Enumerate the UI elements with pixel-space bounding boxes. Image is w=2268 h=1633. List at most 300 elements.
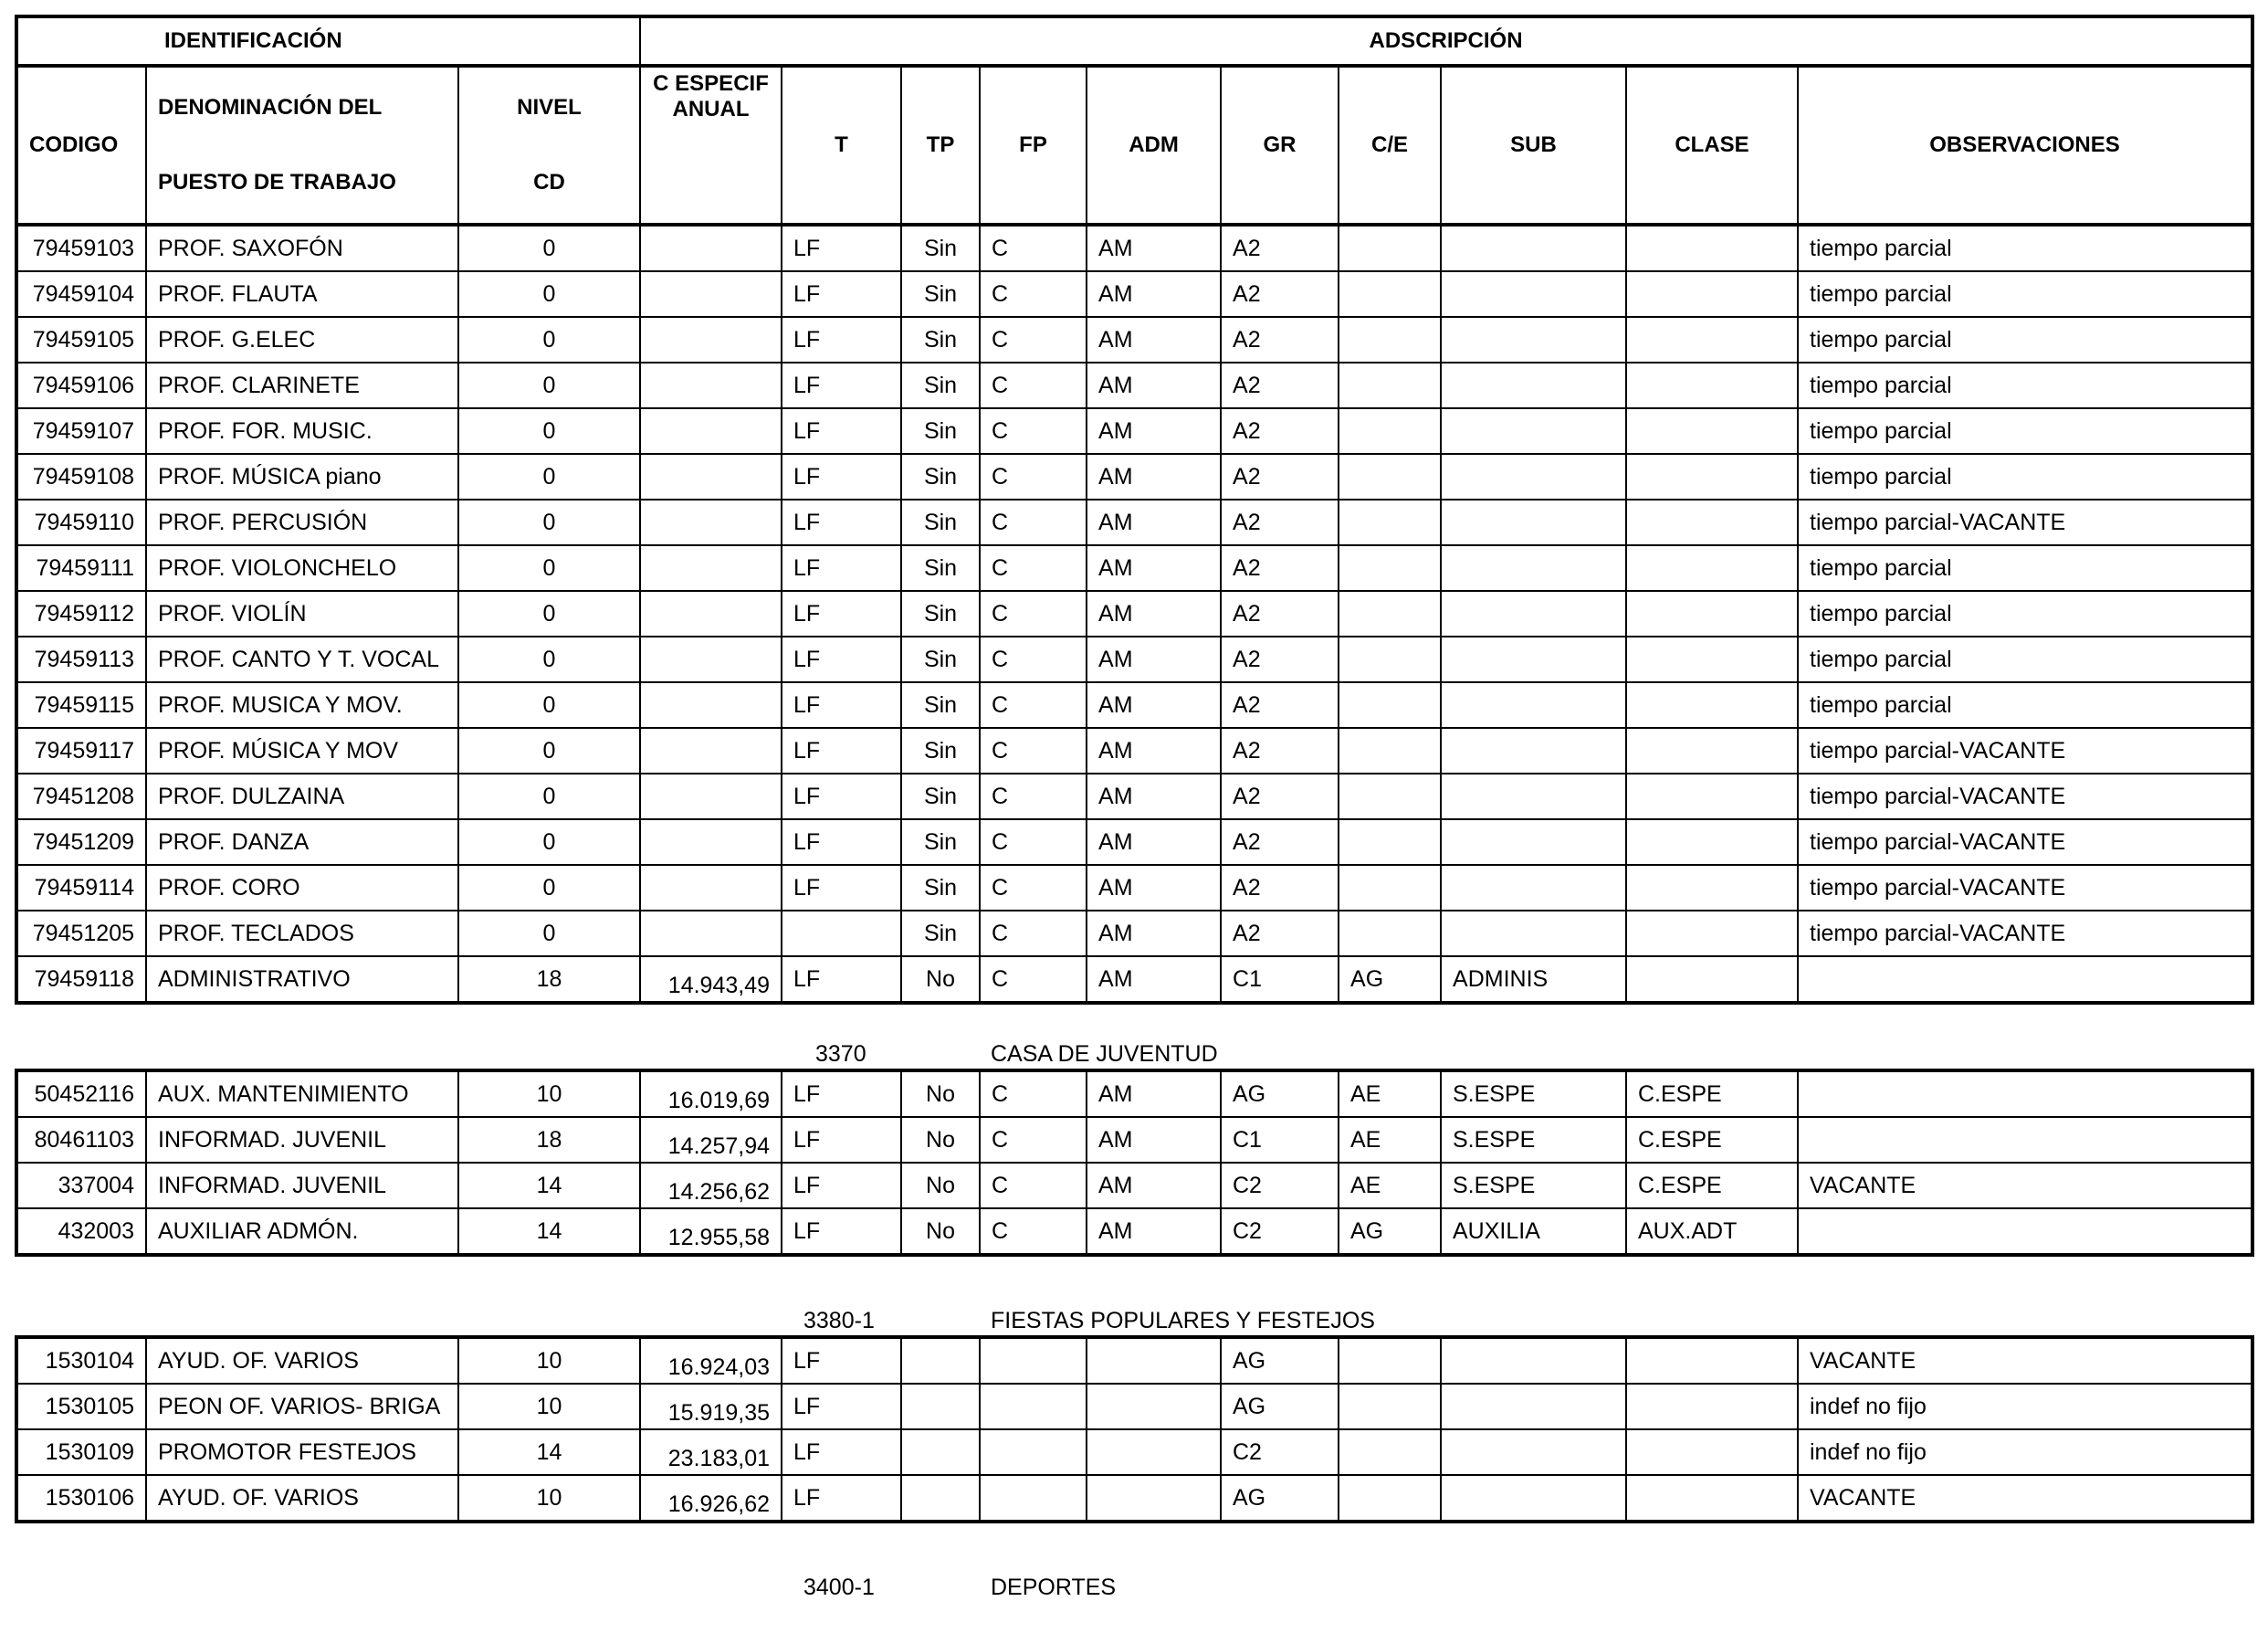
cell-nivel: 10 bbox=[458, 1475, 640, 1522]
cell-t: LF bbox=[782, 317, 901, 363]
cell-denominacion: PROF. PERCUSIÓN bbox=[146, 500, 458, 545]
cell-clase bbox=[1626, 1384, 1798, 1429]
cell-fp: C bbox=[980, 865, 1087, 911]
cell-sub bbox=[1441, 363, 1626, 408]
cell-gr: A2 bbox=[1221, 911, 1339, 956]
cell-fp: C bbox=[980, 545, 1087, 591]
cell-observaciones: tiempo parcial bbox=[1798, 271, 2252, 317]
cell-tp bbox=[901, 1475, 980, 1522]
cell-tp: Sin bbox=[901, 408, 980, 454]
cell-nivel: 0 bbox=[458, 865, 640, 911]
cell-codigo: 79459118 bbox=[16, 956, 146, 1003]
cell-adm: AM bbox=[1087, 317, 1221, 363]
cell-gr: A2 bbox=[1221, 454, 1339, 500]
cell-ce: AE bbox=[1339, 1070, 1441, 1117]
cell-t: LF bbox=[782, 545, 901, 591]
cell-gr: AG bbox=[1221, 1337, 1339, 1384]
cell-c-especif: 15.919,35 bbox=[640, 1384, 782, 1429]
cell-sub bbox=[1441, 271, 1626, 317]
col-adm: ADM bbox=[1087, 66, 1221, 225]
table-row bbox=[16, 819, 2252, 865]
col-clase: CLASE bbox=[1626, 66, 1798, 225]
cell-gr: A2 bbox=[1221, 774, 1339, 819]
cell-gr: A2 bbox=[1221, 271, 1339, 317]
cell-codigo: 79459106 bbox=[16, 363, 146, 408]
section-name: CASA DE JUVENTUD bbox=[991, 1041, 1218, 1067]
cell-tp: Sin bbox=[901, 317, 980, 363]
table-row bbox=[16, 865, 2252, 911]
section-code: 3370 bbox=[815, 1041, 866, 1067]
adscripcion-header: ADSCRIPCIÓN bbox=[640, 16, 2252, 66]
cell-t: LF bbox=[782, 728, 901, 774]
cell-codigo: 1530105 bbox=[16, 1384, 146, 1429]
cell-denominacion: PROF. SAXOFÓN bbox=[146, 225, 458, 271]
cell-adm: AM bbox=[1087, 728, 1221, 774]
cell-sub bbox=[1441, 454, 1626, 500]
cell-denominacion: PROF. DULZAINA bbox=[146, 774, 458, 819]
cell-c-especif bbox=[640, 728, 782, 774]
cell-gr: A2 bbox=[1221, 225, 1339, 271]
cell-codigo: 79459108 bbox=[16, 454, 146, 500]
cell-clase bbox=[1626, 956, 1798, 1003]
cell-nivel: 10 bbox=[458, 1384, 640, 1429]
cell-c-especif bbox=[640, 500, 782, 545]
table-row bbox=[16, 591, 2252, 637]
cell-denominacion: PROF. DANZA bbox=[146, 819, 458, 865]
cell-tp: No bbox=[901, 1208, 980, 1255]
cell-t: LF bbox=[782, 500, 901, 545]
cell-c-especif bbox=[640, 363, 782, 408]
cell-clase bbox=[1626, 454, 1798, 500]
cell-t: LF bbox=[782, 1070, 901, 1117]
cell-nivel: 0 bbox=[458, 728, 640, 774]
fiestas-table bbox=[15, 1335, 2254, 1523]
cell-gr: C2 bbox=[1221, 1208, 1339, 1255]
cell-c-especif: 23.183,01 bbox=[640, 1429, 782, 1475]
cell-codigo: 79451209 bbox=[16, 819, 146, 865]
cell-fp: C bbox=[980, 728, 1087, 774]
cell-gr: A2 bbox=[1221, 819, 1339, 865]
cell-clase bbox=[1626, 637, 1798, 682]
cell-gr: A2 bbox=[1221, 637, 1339, 682]
cell-tp: Sin bbox=[901, 363, 980, 408]
table-row bbox=[16, 1384, 2252, 1429]
cell-c-especif: 16.019,69 bbox=[640, 1070, 782, 1117]
cell-observaciones bbox=[1798, 956, 2252, 1003]
cell-ce: AG bbox=[1339, 1208, 1441, 1255]
cell-fp bbox=[980, 1337, 1087, 1384]
cell-fp: C bbox=[980, 1117, 1087, 1163]
cell-codigo: 79459107 bbox=[16, 408, 146, 454]
cell-nivel: 0 bbox=[458, 819, 640, 865]
cell-clase: C.ESPE bbox=[1626, 1070, 1798, 1117]
cell-gr: A2 bbox=[1221, 591, 1339, 637]
cell-t: LF bbox=[782, 454, 901, 500]
cell-ce bbox=[1339, 637, 1441, 682]
cell-ce bbox=[1339, 454, 1441, 500]
cell-adm: AM bbox=[1087, 1070, 1221, 1117]
table-row bbox=[16, 408, 2252, 454]
cell-sub bbox=[1441, 1384, 1626, 1429]
cell-nivel: 14 bbox=[458, 1429, 640, 1475]
cell-observaciones: indef no fijo bbox=[1798, 1429, 2252, 1475]
table-row bbox=[16, 317, 2252, 363]
cell-t: LF bbox=[782, 682, 901, 728]
cell-observaciones: tiempo parcial bbox=[1798, 637, 2252, 682]
cell-t: LF bbox=[782, 363, 901, 408]
cell-tp: Sin bbox=[901, 454, 980, 500]
cell-sub bbox=[1441, 865, 1626, 911]
cell-clase bbox=[1626, 408, 1798, 454]
cell-sub bbox=[1441, 637, 1626, 682]
cell-ce bbox=[1339, 682, 1441, 728]
table-row bbox=[16, 500, 2252, 545]
cell-nivel: 18 bbox=[458, 1117, 640, 1163]
cell-codigo: 50452116 bbox=[16, 1070, 146, 1117]
cell-sub bbox=[1441, 682, 1626, 728]
cell-c-especif bbox=[640, 271, 782, 317]
cell-sub bbox=[1441, 1429, 1626, 1475]
cell-ce bbox=[1339, 819, 1441, 865]
cell-t: LF bbox=[782, 1208, 901, 1255]
table-row bbox=[16, 956, 2252, 1003]
cell-nivel: 0 bbox=[458, 363, 640, 408]
cell-gr: C2 bbox=[1221, 1429, 1339, 1475]
cell-adm bbox=[1087, 1475, 1221, 1522]
col-nivel: NIVEL CD bbox=[458, 66, 640, 225]
cell-adm: AM bbox=[1087, 271, 1221, 317]
cell-ce bbox=[1339, 774, 1441, 819]
cell-fp: C bbox=[980, 454, 1087, 500]
cell-adm: AM bbox=[1087, 819, 1221, 865]
cell-gr: A2 bbox=[1221, 317, 1339, 363]
cell-tp: Sin bbox=[901, 865, 980, 911]
cell-clase bbox=[1626, 363, 1798, 408]
cell-observaciones: tiempo parcial-VACANTE bbox=[1798, 911, 2252, 956]
cell-denominacion: ADMINISTRATIVO bbox=[146, 956, 458, 1003]
cell-ce bbox=[1339, 363, 1441, 408]
table-row bbox=[16, 225, 2252, 271]
cell-denominacion: PROF. CANTO Y T. VOCAL bbox=[146, 637, 458, 682]
cell-ce bbox=[1339, 225, 1441, 271]
cell-c-especif bbox=[640, 682, 782, 728]
cell-c-especif bbox=[640, 774, 782, 819]
cell-fp bbox=[980, 1475, 1087, 1522]
cell-codigo: 79459117 bbox=[16, 728, 146, 774]
table-row bbox=[16, 1163, 2252, 1208]
cell-observaciones: VACANTE bbox=[1798, 1163, 2252, 1208]
cell-gr: A2 bbox=[1221, 363, 1339, 408]
cell-adm: AM bbox=[1087, 1163, 1221, 1208]
cell-tp bbox=[901, 1337, 980, 1384]
cell-tp: No bbox=[901, 956, 980, 1003]
cell-ce bbox=[1339, 1384, 1441, 1429]
cell-codigo: 1530104 bbox=[16, 1337, 146, 1384]
cell-adm: AM bbox=[1087, 956, 1221, 1003]
cell-c-especif bbox=[640, 545, 782, 591]
cell-codigo: 79459115 bbox=[16, 682, 146, 728]
cell-t: LF bbox=[782, 1475, 901, 1522]
cell-nivel: 0 bbox=[458, 225, 640, 271]
cell-c-especif bbox=[640, 225, 782, 271]
cell-adm: AM bbox=[1087, 1117, 1221, 1163]
cell-t: LF bbox=[782, 1429, 901, 1475]
cell-observaciones: tiempo parcial-VACANTE bbox=[1798, 500, 2252, 545]
cell-tp: No bbox=[901, 1070, 980, 1117]
cell-ce bbox=[1339, 545, 1441, 591]
cell-c-especif: 12.955,58 bbox=[640, 1208, 782, 1255]
table-row bbox=[16, 363, 2252, 408]
cell-observaciones: tiempo parcial bbox=[1798, 363, 2252, 408]
table-row bbox=[16, 1337, 2252, 1384]
cell-observaciones: VACANTE bbox=[1798, 1475, 2252, 1522]
cell-c-especif: 14.257,94 bbox=[640, 1117, 782, 1163]
cell-clase bbox=[1626, 500, 1798, 545]
cell-sub bbox=[1441, 774, 1626, 819]
cell-observaciones: tiempo parcial bbox=[1798, 591, 2252, 637]
cell-t: LF bbox=[782, 408, 901, 454]
cell-sub bbox=[1441, 500, 1626, 545]
cell-fp: C bbox=[980, 408, 1087, 454]
cell-fp: C bbox=[980, 682, 1087, 728]
cell-adm: AM bbox=[1087, 1208, 1221, 1255]
cell-codigo: 79451208 bbox=[16, 774, 146, 819]
table-row bbox=[16, 1117, 2252, 1163]
cell-clase bbox=[1626, 317, 1798, 363]
cell-codigo: 79451205 bbox=[16, 911, 146, 956]
cell-denominacion: INFORMAD. JUVENIL bbox=[146, 1117, 458, 1163]
cell-denominacion: PROF. MUSICA Y MOV. bbox=[146, 682, 458, 728]
cell-sub: ADMINIS bbox=[1441, 956, 1626, 1003]
col-codigo: CODIGO bbox=[16, 66, 146, 225]
cell-fp: C bbox=[980, 591, 1087, 637]
col-denominacion: DENOMINACIÓN DEL PUESTO DE TRABAJO bbox=[146, 66, 458, 225]
cell-codigo: 79459105 bbox=[16, 317, 146, 363]
cell-observaciones: indef no fijo bbox=[1798, 1384, 2252, 1429]
cell-observaciones: tiempo parcial-VACANTE bbox=[1798, 774, 2252, 819]
cell-observaciones: tiempo parcial bbox=[1798, 225, 2252, 271]
section-code: 3380-1 bbox=[803, 1308, 875, 1333]
cell-denominacion: PROF. VIOLÍN bbox=[146, 591, 458, 637]
cell-sub bbox=[1441, 1337, 1626, 1384]
cell-denominacion: AUX. MANTENIMIENTO bbox=[146, 1070, 458, 1117]
cell-tp: Sin bbox=[901, 545, 980, 591]
cell-adm: AM bbox=[1087, 865, 1221, 911]
cell-observaciones: tiempo parcial-VACANTE bbox=[1798, 728, 2252, 774]
col-t: T bbox=[782, 66, 901, 225]
cell-adm bbox=[1087, 1337, 1221, 1384]
cell-c-especif bbox=[640, 637, 782, 682]
table-row bbox=[16, 1070, 2252, 1117]
cell-ce bbox=[1339, 1475, 1441, 1522]
cell-codigo: 79459110 bbox=[16, 500, 146, 545]
cell-c-especif bbox=[640, 317, 782, 363]
cell-adm: AM bbox=[1087, 363, 1221, 408]
cell-clase: AUX.ADT bbox=[1626, 1208, 1798, 1255]
cell-sub bbox=[1441, 591, 1626, 637]
cell-ce bbox=[1339, 911, 1441, 956]
table-row bbox=[16, 637, 2252, 682]
cell-fp: C bbox=[980, 911, 1087, 956]
table-row bbox=[16, 1208, 2252, 1255]
cell-denominacion: PROF. VIOLONCHELO bbox=[146, 545, 458, 591]
cell-fp: C bbox=[980, 1163, 1087, 1208]
cell-c-especif: 16.926,62 bbox=[640, 1475, 782, 1522]
table-row bbox=[16, 682, 2252, 728]
cell-gr: AG bbox=[1221, 1070, 1339, 1117]
cell-fp: C bbox=[980, 271, 1087, 317]
cell-c-especif bbox=[640, 591, 782, 637]
cell-ce bbox=[1339, 500, 1441, 545]
cell-tp: Sin bbox=[901, 500, 980, 545]
cell-ce bbox=[1339, 591, 1441, 637]
cell-nivel: 10 bbox=[458, 1337, 640, 1384]
cell-c-especif: 14.256,62 bbox=[640, 1163, 782, 1208]
cell-denominacion: PROF. CORO bbox=[146, 865, 458, 911]
cell-denominacion: PROF. FOR. MUSIC. bbox=[146, 408, 458, 454]
cell-fp: C bbox=[980, 637, 1087, 682]
cell-tp: Sin bbox=[901, 819, 980, 865]
cell-fp bbox=[980, 1384, 1087, 1429]
cell-t: LF bbox=[782, 1384, 901, 1429]
casa-juventud-table bbox=[15, 1069, 2254, 1257]
cell-clase bbox=[1626, 774, 1798, 819]
table-row bbox=[16, 545, 2252, 591]
cell-t: LF bbox=[782, 956, 901, 1003]
section-name: DEPORTES bbox=[991, 1575, 1117, 1600]
cell-fp: C bbox=[980, 1208, 1087, 1255]
cell-codigo: 80461103 bbox=[16, 1117, 146, 1163]
cell-clase bbox=[1626, 545, 1798, 591]
cell-clase bbox=[1626, 225, 1798, 271]
cell-ce bbox=[1339, 408, 1441, 454]
cell-fp: C bbox=[980, 956, 1087, 1003]
cell-observaciones: tiempo parcial bbox=[1798, 454, 2252, 500]
cell-c-especif bbox=[640, 819, 782, 865]
cell-sub bbox=[1441, 819, 1626, 865]
cell-tp: No bbox=[901, 1117, 980, 1163]
cell-adm: AM bbox=[1087, 911, 1221, 956]
cell-fp: C bbox=[980, 774, 1087, 819]
cell-tp: Sin bbox=[901, 637, 980, 682]
cell-fp: C bbox=[980, 363, 1087, 408]
cell-denominacion: PROF. MÚSICA piano bbox=[146, 454, 458, 500]
cell-denominacion: PROMOTOR FESTEJOS bbox=[146, 1429, 458, 1475]
cell-c-especif: 14.943,49 bbox=[640, 956, 782, 1003]
cell-ce bbox=[1339, 271, 1441, 317]
cell-t bbox=[782, 911, 901, 956]
col-cespec: C ESPECIF ANUAL bbox=[640, 66, 782, 225]
cell-sub: S.ESPE bbox=[1441, 1070, 1626, 1117]
cell-clase bbox=[1626, 271, 1798, 317]
cell-nivel: 18 bbox=[458, 956, 640, 1003]
cell-clase bbox=[1626, 1337, 1798, 1384]
cell-denominacion: AUXILIAR ADMÓN. bbox=[146, 1208, 458, 1255]
cell-adm: AM bbox=[1087, 225, 1221, 271]
cell-sub: AUXILIA bbox=[1441, 1208, 1626, 1255]
cell-nivel: 0 bbox=[458, 271, 640, 317]
cell-ce: AG bbox=[1339, 956, 1441, 1003]
cell-denominacion: PEON OF. VARIOS- BRIGA bbox=[146, 1384, 458, 1429]
cell-adm: AM bbox=[1087, 408, 1221, 454]
cell-adm: AM bbox=[1087, 454, 1221, 500]
cell-observaciones bbox=[1798, 1070, 2252, 1117]
cell-nivel: 14 bbox=[458, 1163, 640, 1208]
table-row bbox=[16, 1429, 2252, 1475]
cell-nivel: 0 bbox=[458, 454, 640, 500]
cell-codigo: 1530106 bbox=[16, 1475, 146, 1522]
cell-c-especif: 16.924,03 bbox=[640, 1337, 782, 1384]
cell-sub bbox=[1441, 225, 1626, 271]
cell-gr: C1 bbox=[1221, 956, 1339, 1003]
cell-ce: AE bbox=[1339, 1163, 1441, 1208]
col-ce: C/E bbox=[1339, 66, 1441, 225]
cell-t: LF bbox=[782, 225, 901, 271]
cell-observaciones: tiempo parcial-VACANTE bbox=[1798, 819, 2252, 865]
main-table bbox=[15, 15, 2254, 1005]
cell-denominacion: PROF. G.ELEC bbox=[146, 317, 458, 363]
cell-t: LF bbox=[782, 1337, 901, 1384]
cell-denominacion: PROF. MÚSICA Y MOV bbox=[146, 728, 458, 774]
cell-gr: A2 bbox=[1221, 682, 1339, 728]
cell-gr: A2 bbox=[1221, 728, 1339, 774]
cell-clase bbox=[1626, 1475, 1798, 1522]
cell-nivel: 0 bbox=[458, 911, 640, 956]
cell-gr: C1 bbox=[1221, 1117, 1339, 1163]
cell-adm: AM bbox=[1087, 637, 1221, 682]
cell-adm: AM bbox=[1087, 500, 1221, 545]
cell-sub bbox=[1441, 728, 1626, 774]
cell-sub: S.ESPE bbox=[1441, 1117, 1626, 1163]
cell-ce bbox=[1339, 1429, 1441, 1475]
cell-t: LF bbox=[782, 591, 901, 637]
cell-observaciones: tiempo parcial bbox=[1798, 682, 2252, 728]
cell-t: LF bbox=[782, 637, 901, 682]
cell-denominacion: PROF. TECLADOS bbox=[146, 911, 458, 956]
cell-tp: Sin bbox=[901, 728, 980, 774]
cell-tp: Sin bbox=[901, 591, 980, 637]
cell-denominacion: INFORMAD. JUVENIL bbox=[146, 1163, 458, 1208]
cell-tp bbox=[901, 1429, 980, 1475]
cell-tp: Sin bbox=[901, 774, 980, 819]
cell-nivel: 0 bbox=[458, 545, 640, 591]
cell-gr: A2 bbox=[1221, 865, 1339, 911]
table-row bbox=[16, 728, 2252, 774]
table-row bbox=[16, 911, 2252, 956]
table-row bbox=[16, 1475, 2252, 1522]
cell-observaciones: tiempo parcial bbox=[1798, 408, 2252, 454]
section-code: 3400-1 bbox=[803, 1575, 875, 1600]
cell-ce bbox=[1339, 865, 1441, 911]
cell-clase bbox=[1626, 1429, 1798, 1475]
cell-t: LF bbox=[782, 1117, 901, 1163]
cell-gr: AG bbox=[1221, 1475, 1339, 1522]
section-name: FIESTAS POPULARES Y FESTEJOS bbox=[991, 1308, 1375, 1333]
cell-sub bbox=[1441, 545, 1626, 591]
cell-c-especif bbox=[640, 454, 782, 500]
cell-fp: C bbox=[980, 317, 1087, 363]
cell-sub bbox=[1441, 317, 1626, 363]
cell-t: LF bbox=[782, 819, 901, 865]
cell-gr: A2 bbox=[1221, 500, 1339, 545]
cell-clase: C.ESPE bbox=[1626, 1117, 1798, 1163]
cell-fp: C bbox=[980, 500, 1087, 545]
cell-denominacion: AYUD. OF. VARIOS bbox=[146, 1475, 458, 1522]
cell-fp: C bbox=[980, 225, 1087, 271]
cell-codigo: 79459113 bbox=[16, 637, 146, 682]
cell-codigo: 432003 bbox=[16, 1208, 146, 1255]
cell-observaciones: tiempo parcial bbox=[1798, 545, 2252, 591]
